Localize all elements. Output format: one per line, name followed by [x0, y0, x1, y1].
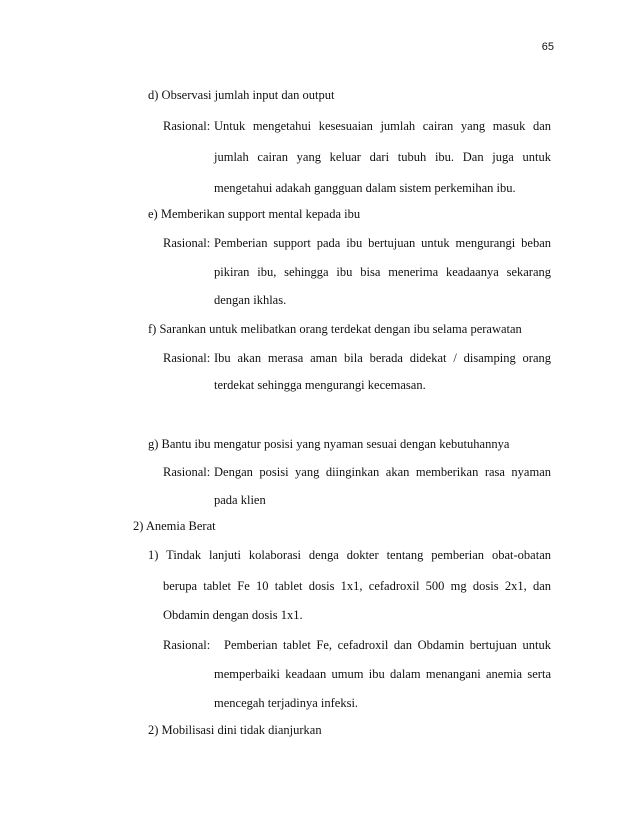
item-e-title: e) Memberikan support mental kepada ibu: [148, 207, 361, 221]
item-d-line-1: Untuk mengetahui kesesuaian jumlah cairan yang masuk dan: [214, 119, 551, 133]
item-e-line-2: pikiran ibu, sehingga ibu bisa menerima keadaanya sekarang: [214, 265, 551, 279]
item-g-line-1: Dengan posisi yang diinginkan akan memberikan rasa nyaman: [214, 465, 551, 479]
item-g-line-2: pada klien: [214, 493, 266, 507]
item-d-line-3: mengetahui adakah gangguan dalam sistem perkemihan ibu.: [214, 181, 516, 195]
item-1-rasional-line-1: Pemberian tablet Fe, cefadroxil dan Obdamin bertujuan untuk: [224, 638, 551, 652]
item-1-line-3: Obdamin dengan dosis 1x1.: [163, 608, 303, 622]
item-e-line-1: Pemberian support pada ibu bertujuan untuk mengurangi beban: [214, 236, 551, 250]
page-number: 65: [541, 41, 554, 53]
item-d-title: d) Observasi jumlah input dan output: [148, 88, 335, 102]
item-1-rasional-label: Rasional:: [163, 638, 211, 652]
item-d-line-2: jumlah cairan yang keluar dari tubuh ibu. Dan juga untuk: [214, 150, 551, 164]
item-1-line-2: berupa tablet Fe 10 tablet dosis 1x1, cefadroxil 500 mg dosis 2x1, dan: [163, 579, 551, 593]
item-2-title: 2) Mobilisasi dini tidak dianjurkan: [148, 723, 322, 737]
item-1-line-1: 1) Tindak lanjuti kolaborasi denga dokter tentang pemberian obat-obatan: [148, 548, 551, 562]
item-e-rasional-label: Rasional:: [163, 236, 211, 250]
item-f-line-1: Ibu akan merasa aman bila berada didekat / disamping orang: [214, 351, 551, 365]
item-g-rasional-label: Rasional:: [163, 465, 211, 479]
item-g-title: g) Bantu ibu mengatur posisi yang nyaman sesuai dengan kebutuhannya: [148, 437, 510, 451]
item-f-rasional-label: Rasional:: [163, 351, 211, 365]
item-e-line-3: dengan ikhlas.: [214, 293, 287, 307]
item-1-rasional-line-3: mencegah terjadinya infeksi.: [214, 696, 359, 710]
item-d-rasional-label: Rasional:: [163, 119, 211, 133]
item-f-title: f) Sarankan untuk melibatkan orang terdekat dengan ibu selama perawatan: [148, 322, 522, 336]
section-anemia-title: 2) Anemia Berat: [133, 519, 216, 533]
item-f-line-2: terdekat sehingga mengurangi kecemasan.: [214, 378, 426, 392]
item-1-rasional-line-2: memperbaiki keadaan umum ibu dalam menangani anemia serta: [214, 667, 551, 681]
